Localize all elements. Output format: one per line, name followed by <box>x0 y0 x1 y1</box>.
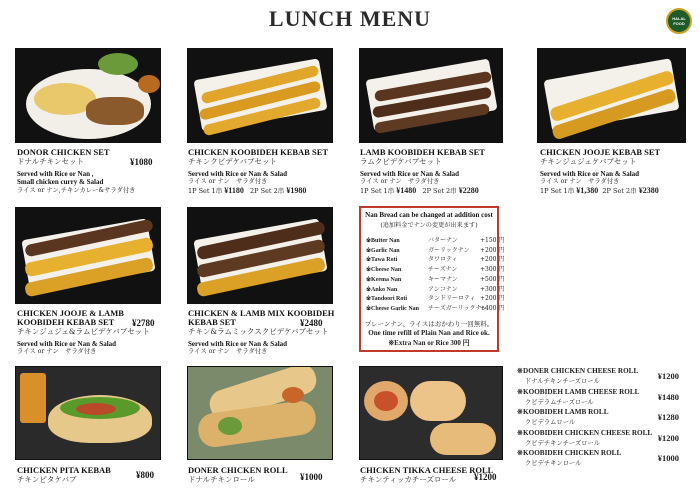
photo-chicken-koobideh-set <box>187 48 333 143</box>
item-name: CHICKEN PITA KEBAB <box>17 465 111 475</box>
roll-price: ¥1000 <box>657 453 679 463</box>
roll-price: ¥1200 <box>657 371 679 381</box>
nan-name: ※Butter Nan <box>366 238 400 244</box>
nan-name-jp: キーマナン <box>428 275 458 283</box>
nan-name: ※Garlic Nan <box>366 247 400 254</box>
set2-price: ¥2380 <box>638 186 659 195</box>
photo-chicken-lamb-mix-set <box>187 207 333 304</box>
nan-option-row <box>366 266 505 274</box>
roll-item <box>517 366 687 386</box>
item-price: ¥1080 <box>130 157 153 167</box>
nan-option-row <box>366 285 505 294</box>
item-price: ¥1200 <box>474 472 497 482</box>
item-desc-jp: ライス or ナン サラダ付き <box>188 348 268 355</box>
roll-item <box>517 448 687 468</box>
roll-name-jp: ドナルチキンチーズロール <box>525 378 600 385</box>
set1-label: 1P Set 1串 <box>540 187 575 195</box>
nan-name-jp: タンドリーロティ <box>428 295 476 303</box>
nan-price: +200 円 <box>480 256 505 264</box>
set1-label: 1P Set 1串 <box>360 187 395 195</box>
item-name: DONOR CHICKEN SET <box>17 147 110 157</box>
item-name: DONER CHICKEN ROLL <box>188 465 288 475</box>
nan-name: ※Tawa Roti <box>366 257 398 264</box>
nan-name: ※Tandoori Roti <box>366 296 407 303</box>
item-name: CHICKEN & LAMB MIX KOOBIDEH <box>188 308 335 318</box>
halal-logo-icon: HALAL FOOD <box>666 8 692 34</box>
photo-chicken-tikka-cheese-roll <box>359 366 503 460</box>
roll-name: ※KOOBIDEH CHICKEN CHEESE ROLL <box>517 428 653 437</box>
nan-price: +200 円 <box>480 295 505 303</box>
set-prices <box>540 187 659 195</box>
menu-title: LUNCH MENU <box>268 6 432 31</box>
roll-name: ※KOOBIDEH CHICKEN ROLL <box>517 449 622 457</box>
nan-options-box <box>359 206 505 352</box>
item-desc: Served with Rice or Nan & Salad <box>360 170 460 178</box>
nan-option-row <box>366 275 505 284</box>
nan-price: +300 円 <box>480 266 505 274</box>
item-desc-jp: ライス or ナン サラダ付き <box>540 178 620 185</box>
item-name-jp: チキン&ラムミックスクビデケバブセット <box>188 327 329 336</box>
nan-price: +300 円 <box>480 285 505 293</box>
set2-label: 2P Set 2串 <box>602 187 637 195</box>
photo-lamb-koobideh-set <box>359 48 503 143</box>
nan-price: +400 円 <box>480 304 505 312</box>
item-name: CHICKEN KOOBIDEH KEBAB SET <box>188 147 329 157</box>
set2-price: ¥2280 <box>458 186 479 195</box>
nan-name-jp: タワロティ <box>428 256 458 264</box>
item-name-jp: チキンクビデケバブセット <box>188 157 277 166</box>
refill-en: One time refill of Plain Nan and Rice ok. <box>368 329 490 337</box>
set1-price: ¥1,380 <box>576 186 599 195</box>
roll-name-jp: クビデチキンロール <box>525 460 582 467</box>
set-prices <box>188 187 306 195</box>
roll-name-jp: クビデラムロール <box>525 419 576 426</box>
item-desc: Served with Rice or Nan & Salad <box>17 340 117 348</box>
roll-price: ¥1280 <box>657 412 679 422</box>
item-price: ¥1000 <box>300 472 323 482</box>
item-desc-jp: ライス or ナン サラダ付き <box>188 178 268 185</box>
item-price: ¥2480 <box>300 318 323 328</box>
extra-nan-rice: ※Extra Nan or Rice 300 円 <box>388 339 470 347</box>
photo-chicken-pita-kebab <box>15 366 161 460</box>
item-desc: Served with Rice or Nan & Salad <box>188 170 288 178</box>
set2-label: 2P Set 2串 <box>422 187 457 195</box>
roll-item <box>517 428 687 448</box>
nan-name-jp: チーズナン <box>428 266 458 274</box>
item-name-jp: ドナルチキンセット <box>17 157 85 166</box>
set1-price: ¥1480 <box>396 186 417 195</box>
roll-name-jp: クビデチキンチーズロール <box>525 439 601 447</box>
item-desc: Served with Rice or Nan & Salad <box>188 340 288 348</box>
item-name: KOOBIDEH KEBAB SET <box>17 317 115 327</box>
item-name-jp: ドナルチキンロール <box>188 475 255 484</box>
item-price: ¥800 <box>136 470 154 480</box>
item-price: ¥2780 <box>132 318 155 328</box>
set2-label: 2P Set 2串 <box>250 187 285 195</box>
item-name-jp: チキンピタケバブ <box>17 475 77 484</box>
set1-price: ¥1180 <box>224 186 244 195</box>
nan-option-row <box>366 237 505 245</box>
nan-option-row <box>366 256 505 264</box>
roll-price: ¥1480 <box>657 391 679 402</box>
roll-name: ※KOOBIDEH LAMB CHEESE ROLL <box>517 387 640 396</box>
roll-item <box>517 387 687 407</box>
nan-option-row <box>366 304 505 313</box>
item-name: LAMB KOOBIDEH KEBAB SET <box>360 147 485 157</box>
nan-price: +500 円 <box>480 275 505 283</box>
roll-name-jp: クビデラムチーズロール <box>525 398 594 406</box>
nan-name: ※Keema Nan <box>366 276 402 283</box>
item-desc: Served with Rice or Nan , <box>17 170 94 178</box>
set2-price: ¥1980 <box>286 186 307 195</box>
item-desc: Small chicken curry & Salad <box>17 178 104 186</box>
nan-price: +150 円 <box>480 237 505 244</box>
item-desc-jp: ライス or ナン サラダ付き <box>17 348 97 355</box>
item-name-jp: チキンジュジェケバブセット <box>540 157 637 166</box>
nan-option-row <box>366 295 505 303</box>
item-name: KEBAB SET <box>188 317 236 327</box>
roll-name: ※DONER CHICKEN CHEESE ROLL <box>517 367 639 375</box>
set-prices <box>360 187 479 195</box>
nan-price: +200 円 <box>480 246 505 254</box>
nan-box-subheading: (追加料金でナンの変更が出来ます) <box>380 222 478 229</box>
nan-option-row <box>366 246 505 255</box>
item-name: CHICKEN JOOJE & LAMB <box>17 308 124 318</box>
nan-name-jp: アンコナン <box>428 285 458 293</box>
nan-name-jp: ガーリックナン <box>428 246 470 254</box>
item-desc-jp: ライス or ナン,チキンカレー&サラダ付き <box>17 187 136 194</box>
photo-donor-chicken-set <box>15 48 161 143</box>
item-name-jp: チキンジュジェ&ラムビデケバブセット <box>17 327 150 336</box>
roll-price: ¥1200 <box>657 432 679 443</box>
nan-name: ※Cheese Garlic Nan <box>366 305 420 312</box>
photo-jooje-lamb-set <box>15 207 161 304</box>
set1-label: 1P Set 1串 <box>188 187 223 195</box>
nan-name: ※Cheese Nan <box>366 267 402 274</box>
item-desc-jp: ライス or ナン サラダ付き <box>360 178 440 185</box>
item-desc: Served with Rice or Nan & Salad <box>540 170 640 178</box>
item-name-jp: ラムクビデケバブセット <box>360 157 442 166</box>
item-name: CHICKEN TIKKA CHEESE ROLL <box>360 465 494 475</box>
nan-box-heading: Nan Bread can be changed at addition cost <box>365 211 493 219</box>
nan-name-jp: バターナン <box>428 237 458 244</box>
item-name-jp: チキンティッカチーズロール <box>360 475 457 484</box>
nan-name-jp: チーズガーリックナン <box>428 304 488 312</box>
roll-item <box>517 407 687 427</box>
photo-doner-chicken-roll <box>187 366 333 460</box>
nan-name: ※Anko Nan <box>366 286 398 293</box>
photo-chicken-jooje-set <box>537 48 686 143</box>
refill-jp: プレーンナン、ライスはおかわり一回無料。 <box>364 320 494 328</box>
item-name: CHICKEN JOOJE KEBAB SET <box>540 147 661 157</box>
roll-name: ※KOOBIDEH LAMB ROLL <box>517 408 609 416</box>
